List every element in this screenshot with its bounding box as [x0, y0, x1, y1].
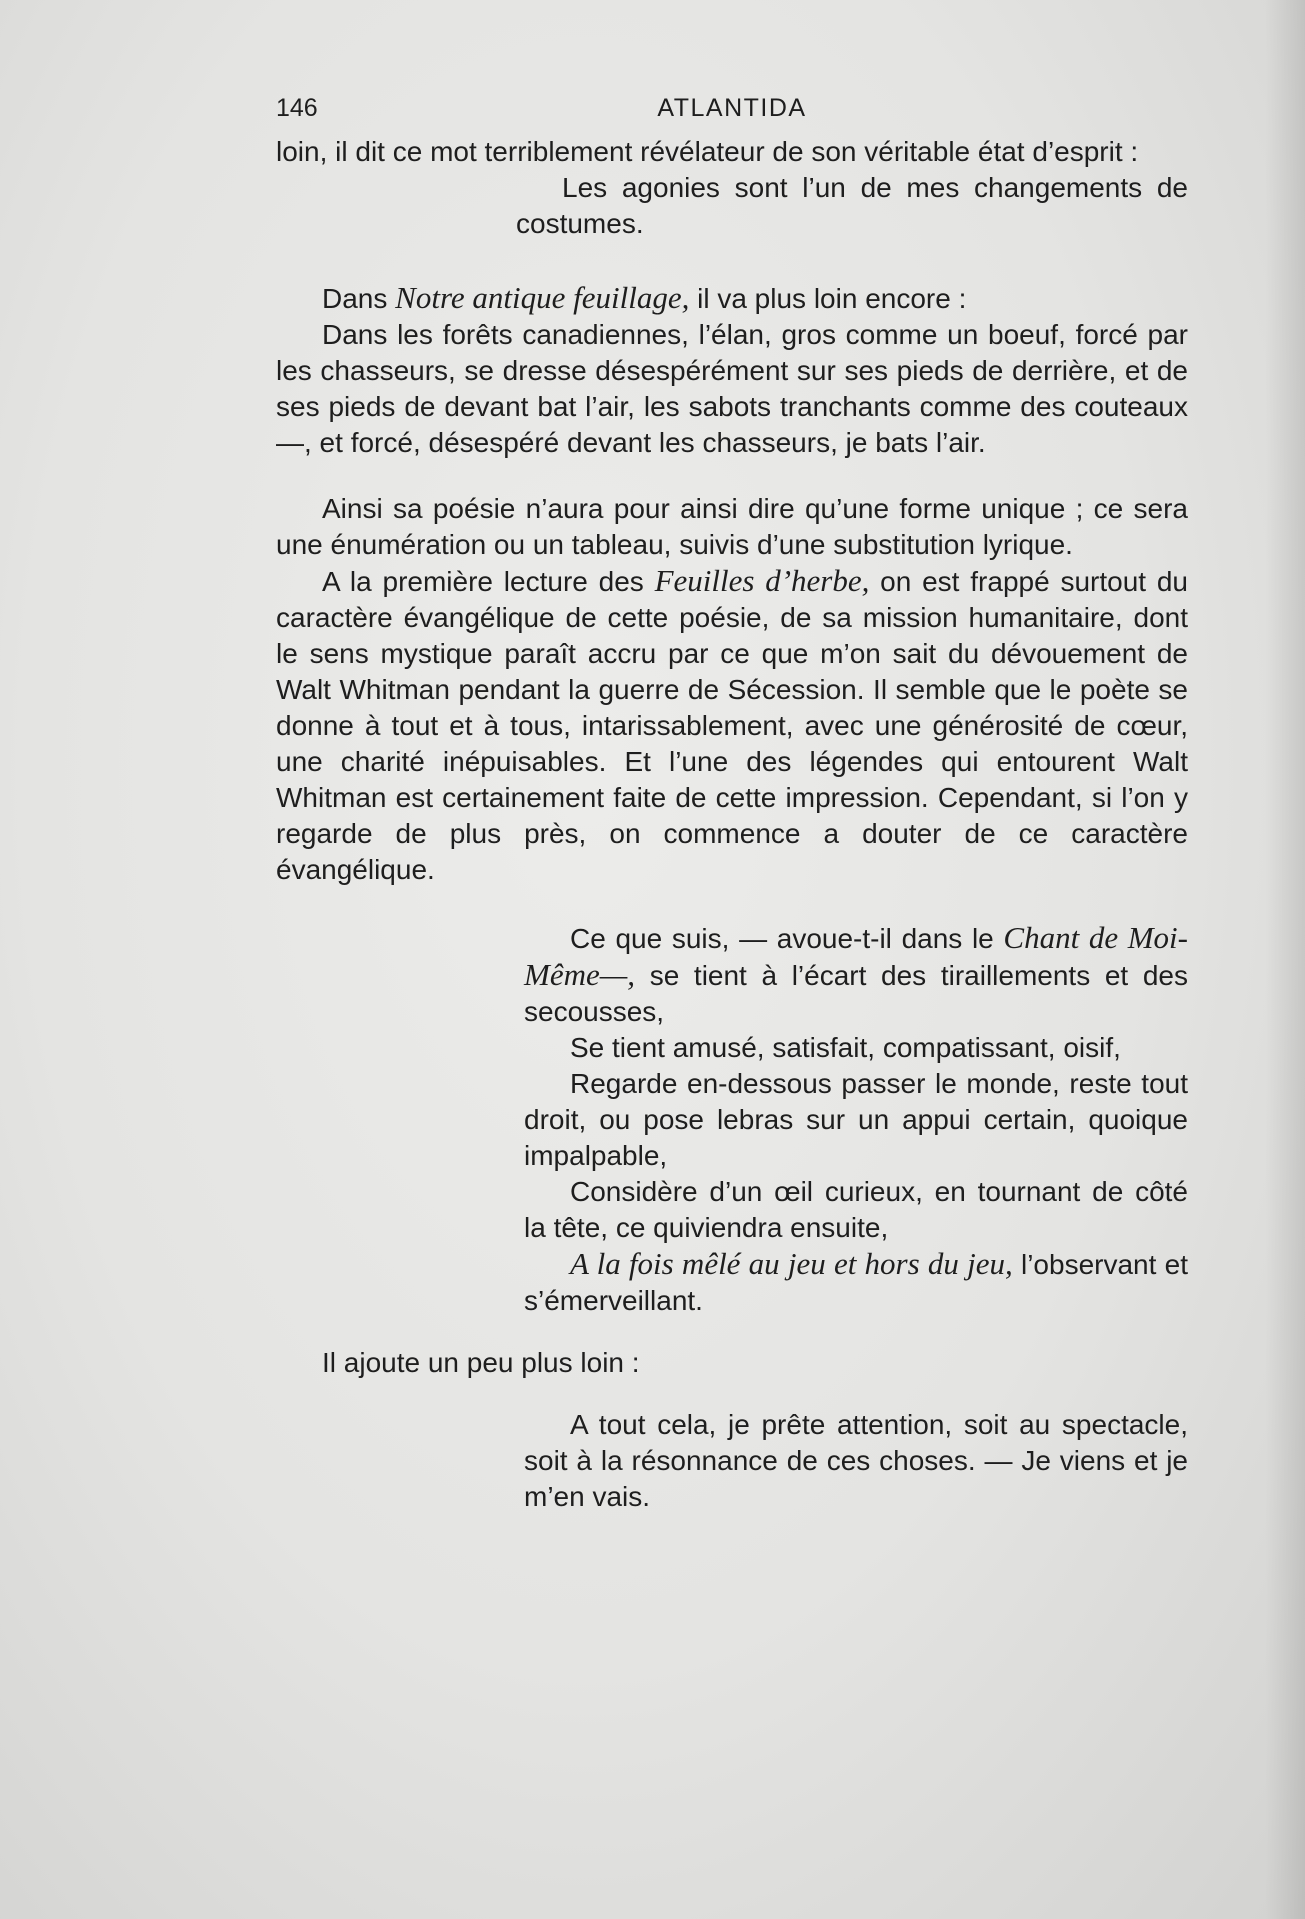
- paragraph-notre-antique: [276, 280, 1188, 317]
- text-span: l’observant et s’émerveillant.: [524, 1249, 1188, 1316]
- quote-a-la-fois: [524, 1246, 1188, 1319]
- text-block: [276, 86, 1188, 1515]
- quote-a-tout-cela: A tout cela, je prête attention, soit au spectacle, soit à la résonnance de ces choses. — Je viens et je m’en vais.: [524, 1409, 1188, 1512]
- text-span: se tient à l’écart des tiraillements et des secousses,: [524, 960, 1188, 1027]
- quote-se-tient: Se tient amusé, satisfait, compatissant, oisif,: [570, 1032, 1121, 1063]
- text-span: on est frappé surtout du caractère évangélique de cette poésie, de sa mission humanitaire, dont le sens mystique paraît accru par ce que m’on sait du dévouement de Walt Whitman pendant la guerre de Sécession. Il semble que le poète se donne à tout et à tous, intarissablement, avec une générosité de cœur, une charité inépuisables. Et l’une des légendes qui entourent Walt Whitman est certainement faite de cette impression. Cependant, si l’on y regarde de plus près, on commence a douter de ce caractère évangélique.: [276, 566, 1188, 885]
- text-span: Ce que suis, — avoue-t-il dans le: [570, 923, 1004, 954]
- work-title-italic: Feuilles d’herbe,: [654, 563, 870, 598]
- text-span: il va plus loin encore :: [689, 283, 967, 314]
- quote-agonies: Les agonies sont l’un de mes changements de costumes.: [516, 172, 1188, 239]
- running-title: ATLANTIDA: [657, 94, 807, 122]
- paragraph-forme-unique: Ainsi sa poésie n’aura pour ainsi dire qu’une forme unique ; ce sera une énumération ou un tableau, suivis d’une substitution lyrique.: [276, 493, 1188, 560]
- paragraph-continuation: loin, il dit ce mot terriblement révélateur de son véritable état d’esprit :: [276, 136, 1139, 167]
- page-header: [276, 86, 1188, 124]
- work-title-italic: Chant de Moi-Même—,: [524, 920, 1188, 992]
- text-span: A la première lecture des: [322, 566, 655, 597]
- paragraph-feuilles-dherbe: [276, 563, 1188, 888]
- quote-regarde: Regarde en-dessous passer le monde, reste tout droit, ou pose lebras sur un appui certain, quoique impalpable,: [524, 1068, 1188, 1171]
- page-number: 146: [276, 94, 318, 122]
- quote-considere: Considère d’un œil curieux, en tournant de côté la tête, ce quiviendra ensuite,: [524, 1176, 1188, 1243]
- paragraph-elan: Dans les forêts canadiennes, l’élan, gros comme un boeuf, forcé par les chasseurs, se dresse désespérément sur ses pieds de derrière, et de ses pieds de devant bat l’air, les sabots tranchants comme des couteaux—, et forcé, désespéré devant les chasseurs, je bats l’air.: [276, 319, 1188, 458]
- work-title-italic: Notre antique feuillage,: [395, 280, 690, 315]
- text-span: Dans: [322, 283, 396, 314]
- paragraph-il-ajoute: Il ajoute un peu plus loin :: [322, 1347, 640, 1378]
- quote-ce-que-suis: [524, 920, 1188, 1030]
- binding-shadow: [1265, 0, 1305, 1919]
- quote-italic: A la fois mêlé au jeu et hors du jeu,: [570, 1246, 1013, 1281]
